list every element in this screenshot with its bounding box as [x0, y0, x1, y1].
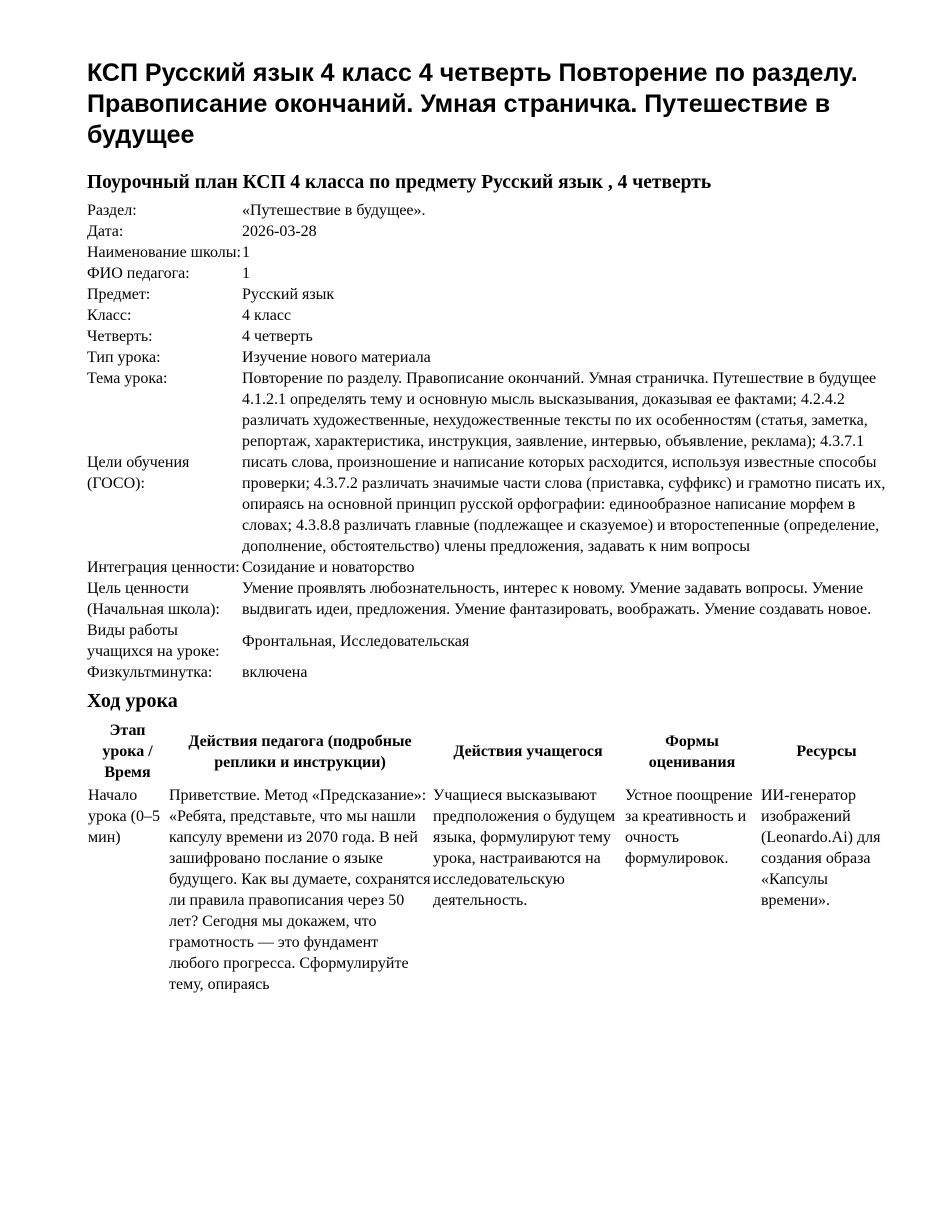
- info-row-quarter: [87, 326, 893, 347]
- info-row-teacher: [87, 263, 893, 284]
- info-row-date: [87, 221, 893, 242]
- cell-student-actions: Учащиеся высказывают предположения о будущем языка, формулируют тему урока, настраиваются на исследовательскую деятельность.: [433, 787, 616, 909]
- info-label: Физкультминутка:: [87, 664, 213, 681]
- info-value: Фронтальная, Исследовательская: [242, 632, 470, 650]
- info-value: Созидание и новаторство: [242, 559, 415, 576]
- page-title: КСП Русский язык 4 класс 4 четверть Повторение по разделу. Правописание окончаний. Умная страничка. Путешествие в будущее: [87, 59, 858, 149]
- info-label: ФИО педагога:: [87, 265, 190, 282]
- column-header-resources: Ресурсы: [796, 743, 857, 760]
- info-value: Русский язык: [242, 286, 335, 303]
- lesson-table-header: [87, 720, 893, 785]
- info-label: Класс:: [87, 307, 132, 324]
- info-label: Дата:: [87, 223, 124, 240]
- info-value: Умение проявлять любознательность, интерес к новому. Умение задавать вопросы. Умение выдвигать идеи, предложения. Умение фантазировать, воображать. Умение создавать новое.: [242, 580, 872, 618]
- lesson-flow-heading: Ход урока: [87, 690, 178, 712]
- lesson-flow-table: [87, 720, 893, 995]
- column-header-stage: Этап урока / Время: [102, 722, 153, 781]
- column-header-assessment: Формы оценивания: [648, 732, 736, 771]
- info-row-grade: [87, 305, 893, 326]
- info-value: 4.1.2.1 определять тему и основную мысль высказывания, доказывая ее фактами; 4.2.4.2 различать художественные, нехудожественные тексты по их особенностям (статья, заметка, репортаж, характеристика, инструкция, заявление, интервью, объявление, реклама); 4.3.7.1 писать слова, произношение и написание которых расходится, используя известные способы проверки; 4.3.7.2 различать значимые части слова (приставка, суффикс) и грамотно писать их, опираясь на основной принцип русской орфографии: единообразное написание морфем в словах; 4.3.8.8 различать главные (подлежащее и сказуемое) и второстепенные (определение, дополнение, обстоятельство) члены предложения, задавать к ним вопросы: [242, 391, 886, 555]
- info-label: Четверть:: [87, 328, 153, 345]
- info-value: включена: [242, 664, 308, 681]
- info-row-lesson-type: [87, 347, 893, 368]
- table-row: [87, 785, 893, 995]
- info-row-values: [87, 557, 893, 578]
- info-row-section: [87, 200, 893, 221]
- cell-teacher-actions: Приветствие. Метод «Предсказание»: «Ребята, представьте, что мы нашли капсулу времени из 2070 года. В ней зашифровано послание о языке будущего. Как вы думаете, сохранятся ли правила правописания через 50 лет? Сегодня мы докажем, что грамотность — это фундамент любого прогресса. Сформулируйте тему, опираясь: [169, 787, 431, 993]
- info-value: 2026-03-28: [242, 223, 317, 240]
- info-label: Раздел:: [87, 202, 137, 219]
- info-row-subject: [87, 284, 893, 305]
- column-header-teacher-actions: Действия педагога (подробные реплики и инструкции): [188, 732, 412, 771]
- info-value: Повторение по разделу. Правописание окончаний. Умная страничка. Путешествие в будущее: [242, 370, 877, 387]
- info-row-value-goal: [87, 578, 893, 620]
- info-value: 1: [242, 265, 250, 282]
- document-page: [87, 58, 893, 995]
- lesson-info-table: [87, 200, 893, 683]
- info-label: Цель ценности (Начальная школа):: [87, 580, 220, 618]
- plan-subtitle: Поурочный план КСП 4 класса по предмету Русский язык , 4 четверть: [87, 172, 712, 193]
- info-label: Наименование школы:: [87, 244, 241, 261]
- info-value: Изучение нового материала: [242, 349, 431, 366]
- info-label: Тип урока:: [87, 349, 161, 366]
- info-row-work-types: [87, 620, 893, 662]
- info-row-topic: [87, 368, 893, 389]
- info-value: 4 четверть: [242, 328, 313, 345]
- info-label: Интеграция ценности:: [87, 559, 240, 576]
- cell-resources: ИИ-генератор изображений (Leonardo.Ai) для создания образа «Капсулы времени».: [761, 787, 881, 909]
- info-row-school: [87, 242, 893, 263]
- info-label: Виды работы учащихся на уроке:: [87, 622, 220, 660]
- info-value: 1: [242, 244, 250, 261]
- cell-stage: Начало урока (0–5 мин): [88, 787, 160, 846]
- info-value: «Путешествие в будущее».: [242, 202, 426, 219]
- info-value: 4 класс: [242, 307, 292, 324]
- info-label: Тема урока:: [87, 370, 168, 387]
- info-row-learning-goals: [87, 389, 893, 557]
- info-label: Предмет:: [87, 286, 151, 303]
- cell-assessment: Устное поощрение за креативность и очность формулировок.: [625, 787, 753, 867]
- info-label: Цели обучения (ГОСО):: [87, 454, 190, 492]
- column-header-student-actions: Действия учащегося: [453, 743, 603, 760]
- info-row-exercise-break: [87, 662, 893, 683]
